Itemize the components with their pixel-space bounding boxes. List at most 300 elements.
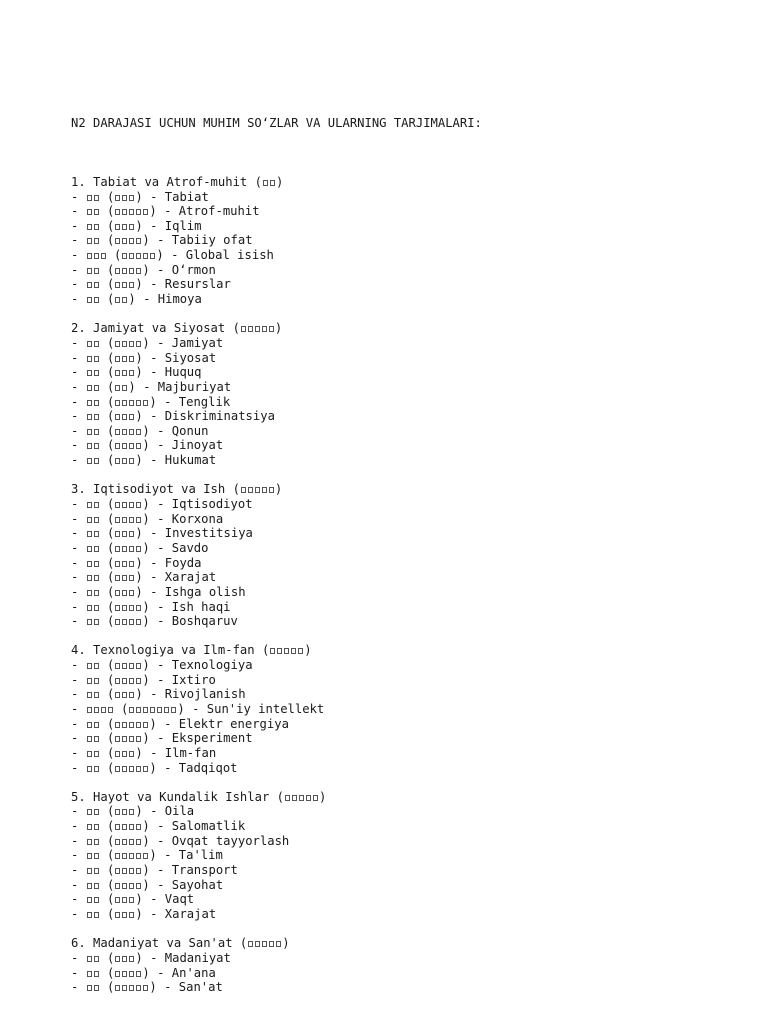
section-5: [71, 790, 751, 922]
missing-glyph-icon: [94, 517, 99, 523]
vocab-item: - ( ) - Qonun: [71, 423, 209, 438]
missing-glyph-icon: [87, 985, 92, 991]
missing-glyph-icon: [129, 429, 134, 435]
missing-glyph-icon: [122, 971, 127, 977]
missing-glyph-icon: [115, 356, 120, 362]
missing-glyph-icon: [136, 341, 141, 347]
missing-glyph-icon: [87, 839, 92, 845]
missing-glyph-icon: [94, 282, 99, 288]
missing-glyph-icon: [129, 971, 134, 977]
missing-glyph-icon: [94, 414, 99, 420]
missing-glyph-icon: [150, 253, 155, 259]
vocab-item: - ( ) - Diskriminatsiya: [71, 409, 275, 424]
missing-glyph-icon: [87, 809, 92, 815]
missing-glyph-icon: [122, 912, 127, 918]
missing-glyph-icon: [87, 605, 92, 611]
missing-glyph-icon: [136, 502, 141, 508]
missing-glyph-icon: [115, 429, 120, 435]
missing-glyph-icon: [122, 268, 127, 274]
missing-glyph-icon: [136, 824, 141, 830]
missing-glyph-icon: [129, 458, 134, 464]
missing-glyph-icon: [298, 648, 303, 654]
missing-glyph-icon: [285, 795, 290, 801]
missing-glyph-icon: [94, 692, 99, 698]
missing-glyph-icon: [115, 546, 120, 552]
missing-glyph-icon: [94, 385, 99, 391]
missing-glyph-icon: [94, 443, 99, 449]
missing-glyph-icon: [129, 238, 134, 244]
missing-glyph-icon: [87, 590, 92, 596]
missing-glyph-icon: [129, 868, 134, 874]
missing-glyph-icon: [87, 224, 92, 230]
missing-glyph-icon: [129, 575, 134, 581]
missing-glyph-icon: [115, 238, 120, 244]
vocab-item: - ( ) - Sayohat: [71, 877, 224, 892]
missing-glyph-icon: [129, 839, 134, 845]
vocab-item: - ( ) - An'ana: [71, 965, 216, 980]
document-page: [71, 87, 751, 1024]
missing-glyph-icon: [108, 707, 113, 713]
missing-glyph-icon: [129, 546, 134, 552]
missing-glyph-icon: [94, 356, 99, 362]
missing-glyph-icon: [136, 707, 141, 713]
missing-glyph-icon: [136, 605, 141, 611]
missing-glyph-icon: [129, 766, 134, 772]
missing-glyph-icon: [94, 575, 99, 581]
missing-glyph-icon: [122, 985, 127, 991]
missing-glyph-icon: [143, 253, 148, 259]
missing-glyph-icon: [157, 707, 162, 713]
missing-glyph-icon: [115, 385, 120, 391]
missing-glyph-icon: [94, 809, 99, 815]
missing-glyph-icon: [129, 692, 134, 698]
missing-glyph-icon: [248, 487, 253, 493]
missing-glyph-icon: [87, 663, 92, 669]
vocab-item: - ( ) - Ishga olish: [71, 584, 246, 599]
missing-glyph-icon: [136, 883, 141, 889]
missing-glyph-icon: [94, 663, 99, 669]
missing-glyph-icon: [94, 590, 99, 596]
missing-glyph-icon: [143, 722, 148, 728]
missing-glyph-icon: [122, 356, 127, 362]
missing-glyph-icon: [122, 956, 127, 962]
missing-glyph-icon: [129, 912, 134, 918]
missing-glyph-icon: [129, 883, 134, 889]
missing-glyph-icon: [87, 853, 92, 859]
missing-glyph-icon: [115, 868, 120, 874]
vocab-item: - ( ) - Huquq: [71, 365, 202, 380]
missing-glyph-icon: [164, 707, 169, 713]
missing-glyph-icon: [94, 209, 99, 215]
missing-glyph-icon: [136, 238, 141, 244]
missing-glyph-icon: [129, 605, 134, 611]
missing-glyph-icon: [129, 400, 134, 406]
missing-glyph-icon: [122, 883, 127, 889]
missing-glyph-icon: [87, 502, 92, 508]
missing-glyph-icon: [255, 941, 260, 947]
missing-glyph-icon: [122, 736, 127, 742]
vocab-item: - ( ) - Iqlim: [71, 218, 202, 233]
missing-glyph-icon: [115, 678, 120, 684]
missing-glyph-icon: [269, 487, 274, 493]
section-6: [71, 936, 751, 995]
missing-glyph-icon: [94, 297, 99, 303]
missing-glyph-icon: [87, 868, 92, 874]
vocab-item: - ( ) - Jamiyat: [71, 335, 224, 350]
missing-glyph-icon: [115, 209, 120, 215]
missing-glyph-icon: [129, 853, 134, 859]
missing-glyph-icon: [94, 751, 99, 757]
missing-glyph-icon: [122, 575, 127, 581]
missing-glyph-icon: [129, 195, 134, 201]
section-heading: 1. Tabiat va Atrof-muhit ( ): [71, 174, 284, 189]
missing-glyph-icon: [87, 282, 92, 288]
missing-glyph-icon: [101, 253, 106, 259]
missing-glyph-icon: [115, 839, 120, 845]
missing-glyph-icon: [129, 268, 134, 274]
vocab-item: - ( ) - Tabiiy ofat: [71, 233, 253, 248]
missing-glyph-icon: [115, 956, 120, 962]
missing-glyph-icon: [262, 941, 267, 947]
missing-glyph-icon: [115, 590, 120, 596]
missing-glyph-icon: [115, 297, 120, 303]
missing-glyph-icon: [129, 282, 134, 288]
missing-glyph-icon: [150, 707, 155, 713]
missing-glyph-icon: [136, 546, 141, 552]
missing-glyph-icon: [115, 400, 120, 406]
vocab-item: - ( ) - Texnologiya: [71, 658, 253, 673]
missing-glyph-icon: [122, 443, 127, 449]
vocab-item: - ( ) - Jinoyat: [71, 438, 224, 453]
missing-glyph-icon: [129, 224, 134, 230]
missing-glyph-icon: [87, 707, 92, 713]
vocab-item: - ( ) - Himoya: [71, 292, 202, 307]
vocab-item: - ( ) - O‘rmon: [71, 262, 216, 277]
section-4: [71, 643, 751, 775]
missing-glyph-icon: [129, 356, 134, 362]
missing-glyph-icon: [122, 370, 127, 376]
vocab-item: - ( ) - Ovqat tayyorlash: [71, 833, 290, 848]
missing-glyph-icon: [129, 517, 134, 523]
missing-glyph-icon: [269, 326, 274, 332]
vocab-item: - ( ) - Iqtisodiyot: [71, 497, 253, 512]
vocab-item: - ( ) - Global isish: [71, 248, 274, 263]
missing-glyph-icon: [136, 868, 141, 874]
missing-glyph-icon: [115, 897, 120, 903]
section-heading: 5. Hayot va Kundalik Ishlar ( ): [71, 789, 327, 804]
missing-glyph-icon: [94, 429, 99, 435]
missing-glyph-icon: [129, 502, 134, 508]
missing-glyph-icon: [115, 751, 120, 757]
missing-glyph-icon: [122, 605, 127, 611]
missing-glyph-icon: [87, 561, 92, 567]
missing-glyph-icon: [122, 341, 127, 347]
missing-glyph-icon: [136, 443, 141, 449]
missing-glyph-icon: [87, 692, 92, 698]
missing-glyph-icon: [129, 722, 134, 728]
missing-glyph-icon: [87, 443, 92, 449]
missing-glyph-icon: [122, 400, 127, 406]
section-heading: 6. Madaniyat va San'at ( ): [71, 936, 290, 951]
missing-glyph-icon: [248, 941, 253, 947]
vocab-item: - ( ) - Siyosat: [71, 350, 217, 365]
missing-glyph-icon: [87, 385, 92, 391]
missing-glyph-icon: [136, 268, 141, 274]
vocab-item: - ( ) - Eksperiment: [71, 731, 253, 746]
vocab-item: - ( ) - Resurslar: [71, 277, 231, 292]
missing-glyph-icon: [87, 370, 92, 376]
missing-glyph-icon: [122, 195, 127, 201]
missing-glyph-icon: [115, 195, 120, 201]
missing-glyph-icon: [129, 678, 134, 684]
missing-glyph-icon: [136, 619, 141, 625]
missing-glyph-icon: [94, 341, 99, 347]
sections-container: [71, 175, 751, 995]
missing-glyph-icon: [87, 546, 92, 552]
missing-glyph-icon: [122, 238, 127, 244]
missing-glyph-icon: [122, 722, 127, 728]
missing-glyph-icon: [115, 458, 120, 464]
missing-glyph-icon: [87, 531, 92, 537]
vocab-item: - ( ) - Xarajat: [71, 906, 217, 921]
missing-glyph-icon: [115, 605, 120, 611]
missing-glyph-icon: [87, 736, 92, 742]
missing-glyph-icon: [270, 648, 275, 654]
missing-glyph-icon: [129, 370, 134, 376]
missing-glyph-icon: [255, 487, 260, 493]
missing-glyph-icon: [129, 443, 134, 449]
missing-glyph-icon: [136, 985, 141, 991]
missing-glyph-icon: [94, 253, 99, 259]
missing-glyph-icon: [115, 517, 120, 523]
missing-glyph-icon: [87, 209, 92, 215]
missing-glyph-icon: [291, 648, 296, 654]
missing-glyph-icon: [115, 341, 120, 347]
missing-glyph-icon: [143, 985, 148, 991]
missing-glyph-icon: [87, 897, 92, 903]
missing-glyph-icon: [87, 297, 92, 303]
missing-glyph-icon: [136, 766, 141, 772]
missing-glyph-icon: [129, 751, 134, 757]
missing-glyph-icon: [122, 297, 127, 303]
missing-glyph-icon: [129, 209, 134, 215]
missing-glyph-icon: [122, 590, 127, 596]
missing-glyph-icon: [136, 678, 141, 684]
section-heading: 4. Texnologiya va Ilm-fan ( ): [71, 643, 312, 658]
missing-glyph-icon: [136, 853, 141, 859]
missing-glyph-icon: [129, 824, 134, 830]
vocab-item: - ( ) - Transport: [71, 863, 238, 878]
section-heading: 3. Iqtisodiyot va Ish ( ): [71, 482, 283, 497]
missing-glyph-icon: [129, 619, 134, 625]
missing-glyph-icon: [94, 238, 99, 244]
missing-glyph-icon: [136, 517, 141, 523]
missing-glyph-icon: [115, 561, 120, 567]
missing-glyph-icon: [87, 575, 92, 581]
missing-glyph-icon: [171, 707, 176, 713]
missing-glyph-icon: [122, 429, 127, 435]
missing-glyph-icon: [94, 853, 99, 859]
missing-glyph-icon: [115, 971, 120, 977]
missing-glyph-icon: [122, 692, 127, 698]
missing-glyph-icon: [87, 414, 92, 420]
missing-glyph-icon: [87, 722, 92, 728]
missing-glyph-icon: [115, 883, 120, 889]
missing-glyph-icon: [87, 429, 92, 435]
missing-glyph-icon: [269, 941, 274, 947]
missing-glyph-icon: [136, 736, 141, 742]
missing-glyph-icon: [306, 795, 311, 801]
missing-glyph-icon: [94, 971, 99, 977]
missing-glyph-icon: [94, 956, 99, 962]
missing-glyph-icon: [122, 766, 127, 772]
missing-glyph-icon: [94, 707, 99, 713]
missing-glyph-icon: [101, 707, 106, 713]
missing-glyph-icon: [87, 356, 92, 362]
vocab-item: - ( ) - San'at: [71, 980, 223, 995]
missing-glyph-icon: [94, 195, 99, 201]
missing-glyph-icon: [122, 458, 127, 464]
vocab-item: - ( ) - Tabiat: [71, 189, 209, 204]
missing-glyph-icon: [122, 385, 127, 391]
document-title: N2 DARAJASI UCHUN MUHIM SO‘ZLAR VA ULARNING TARJIMALARI:: [71, 116, 482, 131]
missing-glyph-icon: [129, 341, 134, 347]
vocab-item: - ( ) - Tenglik: [71, 394, 231, 409]
section-3: [71, 482, 751, 628]
missing-glyph-icon: [122, 663, 127, 669]
missing-glyph-icon: [115, 824, 120, 830]
section-1: [71, 175, 751, 307]
missing-glyph-icon: [262, 487, 267, 493]
missing-glyph-icon: [87, 912, 92, 918]
missing-glyph-icon: [115, 619, 120, 625]
vocab-item: - ( ) - Xarajat: [71, 570, 217, 585]
missing-glyph-icon: [115, 692, 120, 698]
missing-glyph-icon: [241, 487, 246, 493]
missing-glyph-icon: [94, 546, 99, 552]
missing-glyph-icon: [115, 224, 120, 230]
missing-glyph-icon: [262, 326, 267, 332]
vocab-item: - ( ) - Vaqt: [71, 892, 195, 907]
vocab-item: - ( ) - Rivojlanish: [71, 687, 246, 702]
vocab-item: - ( ) - Atrof-muhit: [71, 204, 260, 219]
missing-glyph-icon: [94, 766, 99, 772]
missing-glyph-icon: [94, 883, 99, 889]
missing-glyph-icon: [94, 370, 99, 376]
missing-glyph-icon: [299, 795, 304, 801]
missing-glyph-icon: [94, 458, 99, 464]
missing-glyph-icon: [129, 253, 134, 259]
missing-glyph-icon: [122, 531, 127, 537]
missing-glyph-icon: [129, 663, 134, 669]
missing-glyph-icon: [122, 824, 127, 830]
missing-glyph-icon: [129, 956, 134, 962]
missing-glyph-icon: [122, 502, 127, 508]
missing-glyph-icon: [94, 824, 99, 830]
missing-glyph-icon: [129, 985, 134, 991]
vocab-item: - ( ) - Madaniyat: [71, 950, 231, 965]
vocab-item: - ( ) - Savdo: [71, 540, 209, 555]
missing-glyph-icon: [241, 326, 246, 332]
missing-glyph-icon: [87, 517, 92, 523]
missing-glyph-icon: [94, 502, 99, 508]
vocab-item: - ( ) - Korxona: [71, 511, 224, 526]
missing-glyph-icon: [94, 678, 99, 684]
missing-glyph-icon: [87, 956, 92, 962]
missing-glyph-icon: [276, 941, 281, 947]
missing-glyph-icon: [115, 736, 120, 742]
vocab-item: - ( ) - Foyda: [71, 555, 202, 570]
vocab-item: - ( ) - Sun'iy intellekt: [71, 701, 325, 716]
missing-glyph-icon: [87, 400, 92, 406]
missing-glyph-icon: [94, 531, 99, 537]
missing-glyph-icon: [136, 839, 141, 845]
missing-glyph-icon: [143, 209, 148, 215]
missing-glyph-icon: [136, 971, 141, 977]
missing-glyph-icon: [122, 546, 127, 552]
missing-glyph-icon: [248, 326, 253, 332]
vocab-item: - ( ) - Oila: [71, 804, 195, 819]
missing-glyph-icon: [122, 619, 127, 625]
vocab-item: - ( ) - Ixtiro: [71, 672, 216, 687]
missing-glyph-icon: [87, 751, 92, 757]
missing-glyph-icon: [115, 853, 120, 859]
missing-glyph-icon: [87, 341, 92, 347]
section-2: [71, 321, 751, 467]
missing-glyph-icon: [143, 400, 148, 406]
missing-glyph-icon: [115, 985, 120, 991]
missing-glyph-icon: [115, 282, 120, 288]
missing-glyph-icon: [122, 517, 127, 523]
missing-glyph-icon: [87, 824, 92, 830]
missing-glyph-icon: [87, 971, 92, 977]
missing-glyph-icon: [292, 795, 297, 801]
missing-glyph-icon: [115, 268, 120, 274]
missing-glyph-icon: [87, 253, 92, 259]
missing-glyph-icon: [129, 707, 134, 713]
missing-glyph-icon: [263, 180, 268, 186]
missing-glyph-icon: [270, 180, 275, 186]
missing-glyph-icon: [87, 678, 92, 684]
missing-glyph-icon: [87, 195, 92, 201]
missing-glyph-icon: [129, 414, 134, 420]
missing-glyph-icon: [115, 722, 120, 728]
missing-glyph-icon: [115, 531, 120, 537]
missing-glyph-icon: [122, 224, 127, 230]
missing-glyph-icon: [129, 809, 134, 815]
missing-glyph-icon: [143, 853, 148, 859]
missing-glyph-icon: [94, 868, 99, 874]
missing-glyph-icon: [122, 839, 127, 845]
missing-glyph-icon: [87, 458, 92, 464]
missing-glyph-icon: [94, 224, 99, 230]
missing-glyph-icon: [136, 253, 141, 259]
missing-glyph-icon: [122, 561, 127, 567]
missing-glyph-icon: [94, 722, 99, 728]
missing-glyph-icon: [115, 414, 120, 420]
missing-glyph-icon: [255, 326, 260, 332]
vocab-item: - ( ) - Majburiyat: [71, 379, 232, 394]
missing-glyph-icon: [94, 912, 99, 918]
missing-glyph-icon: [94, 268, 99, 274]
missing-glyph-icon: [136, 209, 141, 215]
missing-glyph-icon: [115, 443, 120, 449]
missing-glyph-icon: [284, 648, 289, 654]
missing-glyph-icon: [94, 605, 99, 611]
missing-glyph-icon: [129, 736, 134, 742]
missing-glyph-icon: [94, 985, 99, 991]
missing-glyph-icon: [94, 839, 99, 845]
